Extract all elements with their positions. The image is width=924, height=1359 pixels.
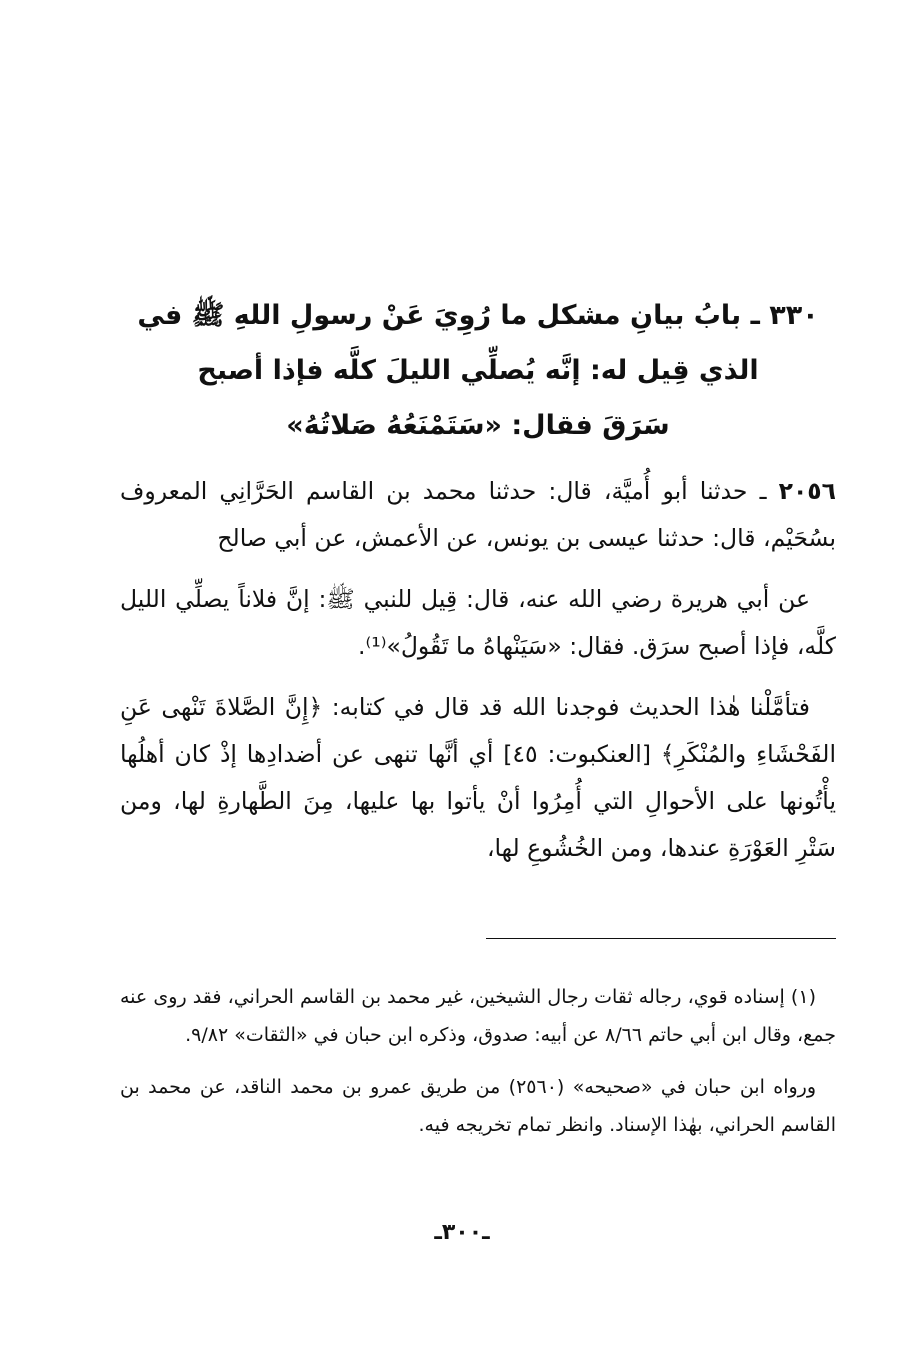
commentary-paragraph: فتأمَّلْنا هٰذا الحديث فوجدنا الله قد قال في كتابه: ﴿إِنَّ الصَّلاةَ تَنْهى عَنِ الفَحْشَاءِ والمُنْكَرِ﴾ [العنكبوت: ٤٥] أي أنَّها تنهى عن أضدادِها إذْ كان أهلُها يأْتُونها على الأحوالِ التي أُمِرُوا أنْ يأتوا بها عليها، مِنَ الطَّهارةِ لها، ومن سَتْرِ العَوْرَةِ عندها، ومن الخُشُوعِ لها،: [120, 693, 836, 862]
chapter-heading-line-1: ٣٣٠ ـ بابُ بيانِ مشكل ما رُوِيَ عَنْ رسولِ اللهِ ﷺ في: [137, 300, 819, 331]
hadith-isnad-paragraph: [120, 468, 836, 562]
chapter-heading: [120, 288, 836, 453]
main-text: [120, 468, 836, 886]
hadith-number: ٢٠٥٦: [778, 477, 836, 505]
hadith-matn-paragraph: عن أبي هريرة رضي الله عنه، قال: قِيل للنبي ﷺ: إنَّ فلاناً يصلِّي الليل كلَّه، فإذا أصبح سرَق. فقال: «سَيَنْهاهُ ما تَقُولُ»⁽¹⁾.: [120, 585, 836, 660]
chapter-heading-line-2: الذي قِيل له: إنَّه يُصلِّي الليلَ كلَّه فإذا أصبح: [197, 355, 759, 386]
hadith-isnad: ـ حدثنا أبو أُميَّة، قال: حدثنا محمد بن القاسم الحَرَّانِي المعروف بسُحَيْم، قال: حدثنا عيسى بن يونس، عن الأعمش، عن أبي صالح: [120, 477, 836, 552]
chapter-heading-line-3: سَرَقَ فقال: «سَتَمْنَعُهُ صَلاتُهُ»: [286, 410, 670, 441]
page-number: ـ٣٠٠ـ: [434, 1220, 490, 1245]
footnote-separator: [486, 938, 836, 939]
footnote-1: (١) إسناده قوي، رجاله ثقات رجال الشيخين، غير محمد بن القاسم الحراني، فقد روى عنه جمع، وقال ابن أبي حاتم ٨/٦٦ عن أبيه: صدوق، وذكره ابن حبان في «الثقات» ٩/٨٢.: [120, 986, 836, 1046]
footnote-2: ورواه ابن حبان في «صحيحه» (٢٥٦٠) من طريق عمرو بن محمد الناقد، عن محمد بن القاسم الحراني، بهٰذا الإسناد. وانظر تمام تخريجه فيه.: [120, 1076, 836, 1136]
footnotes: [120, 978, 836, 1158]
